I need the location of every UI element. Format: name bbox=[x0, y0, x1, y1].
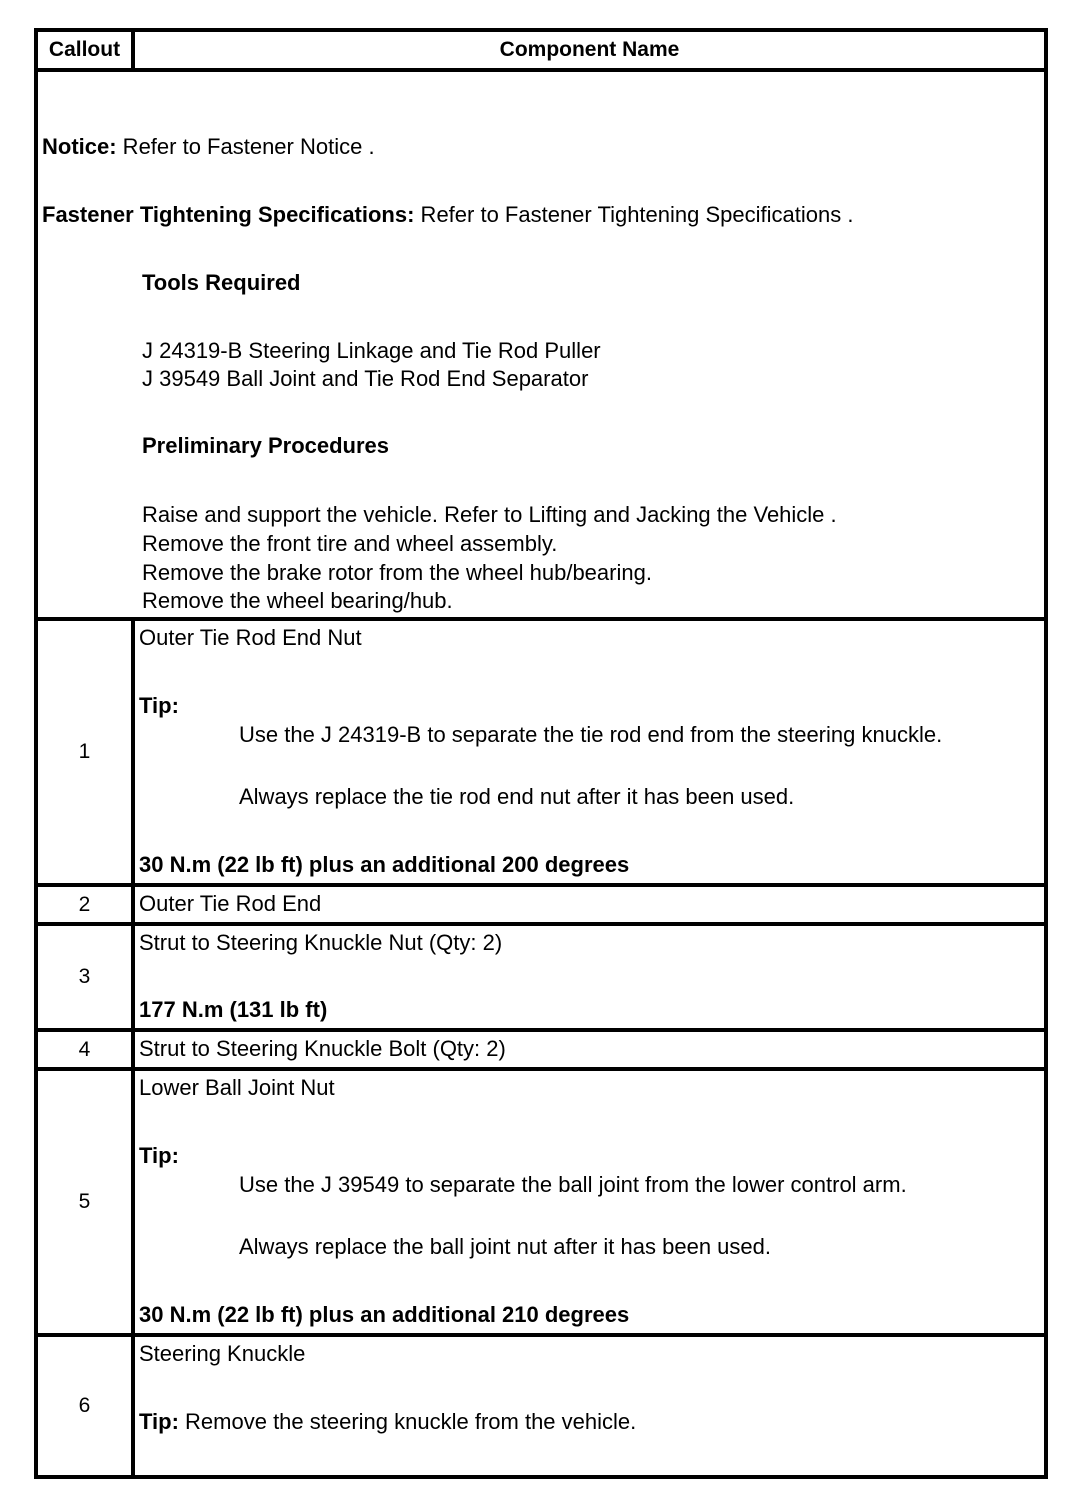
callout-cell: 2 bbox=[36, 885, 133, 924]
torque-spec: 177 N.m (131 lb ft) bbox=[139, 997, 328, 1022]
table-header-row bbox=[36, 30, 1046, 70]
table-row bbox=[36, 924, 1046, 1030]
component-cell bbox=[133, 1069, 1046, 1335]
component-name: Outer Tie Rod End Nut bbox=[139, 625, 362, 650]
callout-cell: 1 bbox=[36, 619, 133, 885]
tip-label: Tip: bbox=[139, 1409, 179, 1434]
notice-label: Notice: bbox=[42, 134, 117, 159]
prelim-step: Remove the front tire and wheel assembly. bbox=[142, 531, 558, 556]
tool-item: J 24319-B Steering Linkage and Tie Rod Puller bbox=[142, 338, 601, 363]
prelim-step: Remove the brake rotor from the wheel hub/bearing. bbox=[142, 560, 652, 585]
tip-line bbox=[139, 1409, 636, 1435]
component-cell bbox=[133, 619, 1046, 885]
intro-cell bbox=[36, 70, 1046, 619]
table-row bbox=[36, 1335, 1046, 1477]
tip-text: Always replace the ball joint nut after it has been used. bbox=[239, 1234, 771, 1259]
notice-line bbox=[42, 134, 375, 160]
component-name-column-header: Component Name bbox=[133, 30, 1046, 70]
component-name: Strut to Steering Knuckle Bolt (Qty: 2) bbox=[139, 1036, 506, 1061]
callout-cell: 3 bbox=[36, 924, 133, 1030]
component-name: Lower Ball Joint Nut bbox=[139, 1075, 335, 1100]
callout-cell: 4 bbox=[36, 1030, 133, 1069]
tip-text: Use the J 24319-B to separate the tie rod end from the steering knuckle. bbox=[239, 722, 943, 747]
prelim-step: Raise and support the vehicle. Refer to Lifting and Jacking the Vehicle . bbox=[142, 502, 837, 527]
tool-item: J 39549 Ball Joint and Tie Rod End Separator bbox=[142, 366, 589, 391]
spec-line bbox=[42, 202, 853, 228]
component-cell bbox=[133, 1335, 1046, 1477]
tip-label: Tip: bbox=[139, 693, 179, 718]
spec-text: Refer to Fastener Tightening Specifications . bbox=[414, 202, 854, 227]
spec-label: Fastener Tightening Specifications: bbox=[42, 202, 415, 227]
prelim-step: Remove the wheel bearing/hub. bbox=[142, 588, 453, 613]
component-cell bbox=[133, 924, 1046, 1030]
table-row bbox=[36, 1030, 1046, 1069]
tools-heading: Tools Required bbox=[142, 270, 301, 295]
component-table-page bbox=[34, 28, 1044, 1479]
table-row bbox=[36, 619, 1046, 885]
table-row bbox=[36, 1069, 1046, 1335]
torque-spec: 30 N.m (22 lb ft) plus an additional 210 degrees bbox=[139, 1302, 630, 1327]
component-cell bbox=[133, 1030, 1046, 1069]
tip-text: Use the J 39549 to separate the ball joint from the lower control arm. bbox=[239, 1172, 907, 1197]
component-name: Outer Tie Rod End bbox=[139, 891, 322, 916]
component-cell bbox=[133, 885, 1046, 924]
prelim-heading: Preliminary Procedures bbox=[142, 433, 390, 458]
tip-text: Remove the steering knuckle from the vehicle. bbox=[178, 1409, 637, 1434]
callout-cell: 5 bbox=[36, 1069, 133, 1335]
torque-spec: 30 N.m (22 lb ft) plus an additional 200 degrees bbox=[139, 852, 630, 877]
component-name: Strut to Steering Knuckle Nut (Qty: 2) bbox=[139, 930, 503, 955]
component-name: Steering Knuckle bbox=[139, 1341, 306, 1366]
tip-label: Tip: bbox=[139, 1143, 179, 1168]
callout-cell: 6 bbox=[36, 1335, 133, 1477]
intro-row bbox=[36, 70, 1046, 619]
tip-text: Always replace the tie rod end nut after it has been used. bbox=[239, 784, 795, 809]
table-row bbox=[36, 885, 1046, 924]
component-table bbox=[34, 28, 1048, 1479]
callout-column-header: Callout bbox=[36, 30, 133, 70]
notice-text: Refer to Fastener Notice . bbox=[116, 134, 375, 159]
